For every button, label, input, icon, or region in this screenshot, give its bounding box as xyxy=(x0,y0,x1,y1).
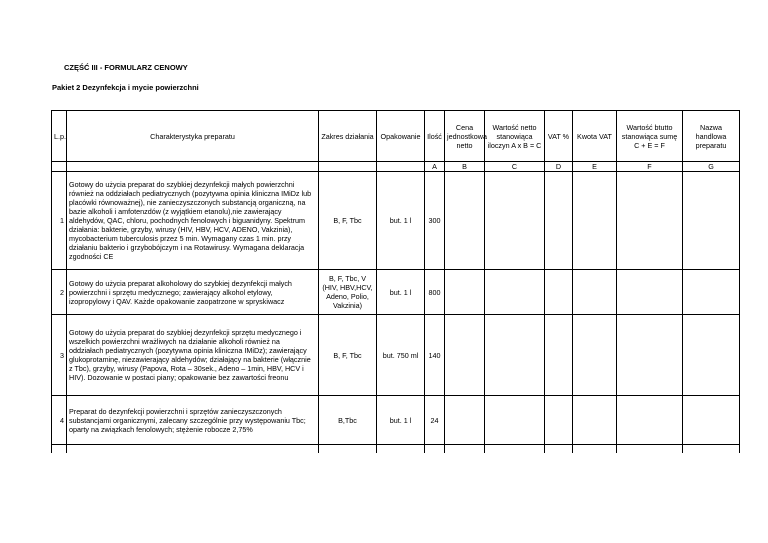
row-lp: 4 xyxy=(52,396,67,445)
package-title: Pakiet 2 Dezynfekcja i mycie powierzchni xyxy=(52,83,199,92)
row-vat-amount[interactable] xyxy=(573,315,617,396)
header-row xyxy=(52,111,740,162)
row-lp: 1 xyxy=(52,172,67,270)
letter-b: B xyxy=(445,162,485,172)
row-vat-amount[interactable] xyxy=(573,270,617,315)
col-quantity: Ilość xyxy=(425,111,445,162)
col-packaging: Opakowanie xyxy=(377,111,425,162)
letter-g: G xyxy=(683,162,740,172)
row-unit-price[interactable] xyxy=(445,172,485,270)
table-row xyxy=(52,396,740,445)
row-scope: B, F, Tbc, V (HIV, HBV,HCV, Adeno, Polio, Vakzinia) xyxy=(319,270,377,315)
row-gross-value[interactable] xyxy=(617,270,683,315)
row-vat-pct[interactable] xyxy=(545,172,573,270)
table-row xyxy=(52,172,740,270)
row-gross-value[interactable] xyxy=(617,172,683,270)
row-unit-price[interactable] xyxy=(445,315,485,396)
col-vat-amount: Kwota VAT xyxy=(573,111,617,162)
row-quantity: 24 xyxy=(425,396,445,445)
row-unit-price[interactable] xyxy=(445,396,485,445)
row-unit-price[interactable] xyxy=(445,270,485,315)
row-vat-pct[interactable] xyxy=(545,396,573,445)
col-lp: L.p. xyxy=(52,111,67,162)
col-gross-value: Wartość btutto stanowiąca sumę C + E = F xyxy=(617,111,683,162)
row-scope: B, F, Tbc xyxy=(319,172,377,270)
row-packaging: but. 1 l xyxy=(377,172,425,270)
row-quantity: 300 xyxy=(425,172,445,270)
row-description: Gotowy do użycia preparat alkoholowy do szybkiej dezynfekcji małych powierzchni i sprzętu medycznego; zawierający alkohol etylowy, izopropylowy i QAV. Każde opakowanie zaopatrzone w spryskiwacz xyxy=(67,270,319,315)
row-trade-name[interactable] xyxy=(683,315,740,396)
table-row xyxy=(52,270,740,315)
row-vat-amount[interactable] xyxy=(573,396,617,445)
row-net-value[interactable] xyxy=(485,396,545,445)
row-gross-value[interactable] xyxy=(617,396,683,445)
row-description: Gotowy do użycia preparat do szybkiej dezynfekcji sprzętu medycznego i wszelkich powierzchni wrażliwych na działanie alkoholi również na oddziałach pediatrycznych (pozytywna opinia kliniczna IMiDz); zawierający glukoprotaminę, niezawierający aldehydów; działający na bakterie (włącznie z Tbc), grzyby, wirusy (Papova, Rota – 30sek., Adeno – 1min, HBV, HCV i HIV). Dozowanie w postaci piany; opakowanie bez zawartości freonu xyxy=(67,315,319,396)
letter-f: F xyxy=(617,162,683,172)
row-packaging: but. 1 l xyxy=(377,270,425,315)
letter-d: D xyxy=(545,162,573,172)
letters-row xyxy=(52,162,740,172)
row-vat-amount[interactable] xyxy=(573,172,617,270)
table-row-partial xyxy=(52,445,740,454)
col-net-value: Wartość netto stanowiąca iloczyn A x B = C xyxy=(485,111,545,162)
row-trade-name[interactable] xyxy=(683,396,740,445)
form-title: CZĘŚĆ III - FORMULARZ CENOWY xyxy=(64,63,188,72)
row-packaging: but. 1 l xyxy=(377,396,425,445)
row-scope: B, F, Tbc xyxy=(319,315,377,396)
row-vat-pct[interactable] xyxy=(545,270,573,315)
row-description: Gotowy do użycia preparat do szybkiej dezynfekcji małych powierzchni również na oddziałach pediatrycznych (pozytywna opinia kliniczna IMiDz lub placówki równoważnej), nie zanieczyszczonych substancją organiczną, na bazie alkoholi i amfotenzdów (z wyjątkiem etanolu),nie zawierający aldehydów, QAC, chloru, pochodnych fenolowych i biguanidyny. Spektrum działania: bakterie, grzyby, wirusy (HIV, HBV, HCV, ADENO, Vakzinia), mycobacterium tuberculosis przez 5 min. Wymagany czas 1 min. przy działaniu bakterio i grzybobójczym i na Rotawirusy. Wymagana deklaracja zgodności CE xyxy=(67,172,319,270)
col-characteristic: Charakterystyka preparatu xyxy=(67,111,319,162)
row-description: Preparat do dezynfekcji powierzchni i sprzętów zanieczyszczonych substancjami organicznymi, zalecany szczególnie przy występowaniu Tbc; oparty na związkach fenolowych; stężenie robocze 2,75% xyxy=(67,396,319,445)
price-form-table xyxy=(51,110,740,453)
col-vat-pct: VAT % xyxy=(545,111,573,162)
row-trade-name[interactable] xyxy=(683,270,740,315)
row-net-value[interactable] xyxy=(485,270,545,315)
row-packaging: but. 750 ml xyxy=(377,315,425,396)
row-trade-name[interactable] xyxy=(683,172,740,270)
row-vat-pct[interactable] xyxy=(545,315,573,396)
letter-a: A xyxy=(425,162,445,172)
letter-e: E xyxy=(573,162,617,172)
row-net-value[interactable] xyxy=(485,315,545,396)
col-trade-name: Nazwa handlowa preparatu xyxy=(683,111,740,162)
row-quantity: 140 xyxy=(425,315,445,396)
table-row xyxy=(52,315,740,396)
row-scope: B,Tbc xyxy=(319,396,377,445)
row-gross-value[interactable] xyxy=(617,315,683,396)
row-lp: 3 xyxy=(52,315,67,396)
row-net-value[interactable] xyxy=(485,172,545,270)
col-unit-price: Cena jednostkowa netto xyxy=(445,111,485,162)
col-scope: Zakres działania xyxy=(319,111,377,162)
row-quantity: 800 xyxy=(425,270,445,315)
letter-c: C xyxy=(485,162,545,172)
row-lp: 2 xyxy=(52,270,67,315)
